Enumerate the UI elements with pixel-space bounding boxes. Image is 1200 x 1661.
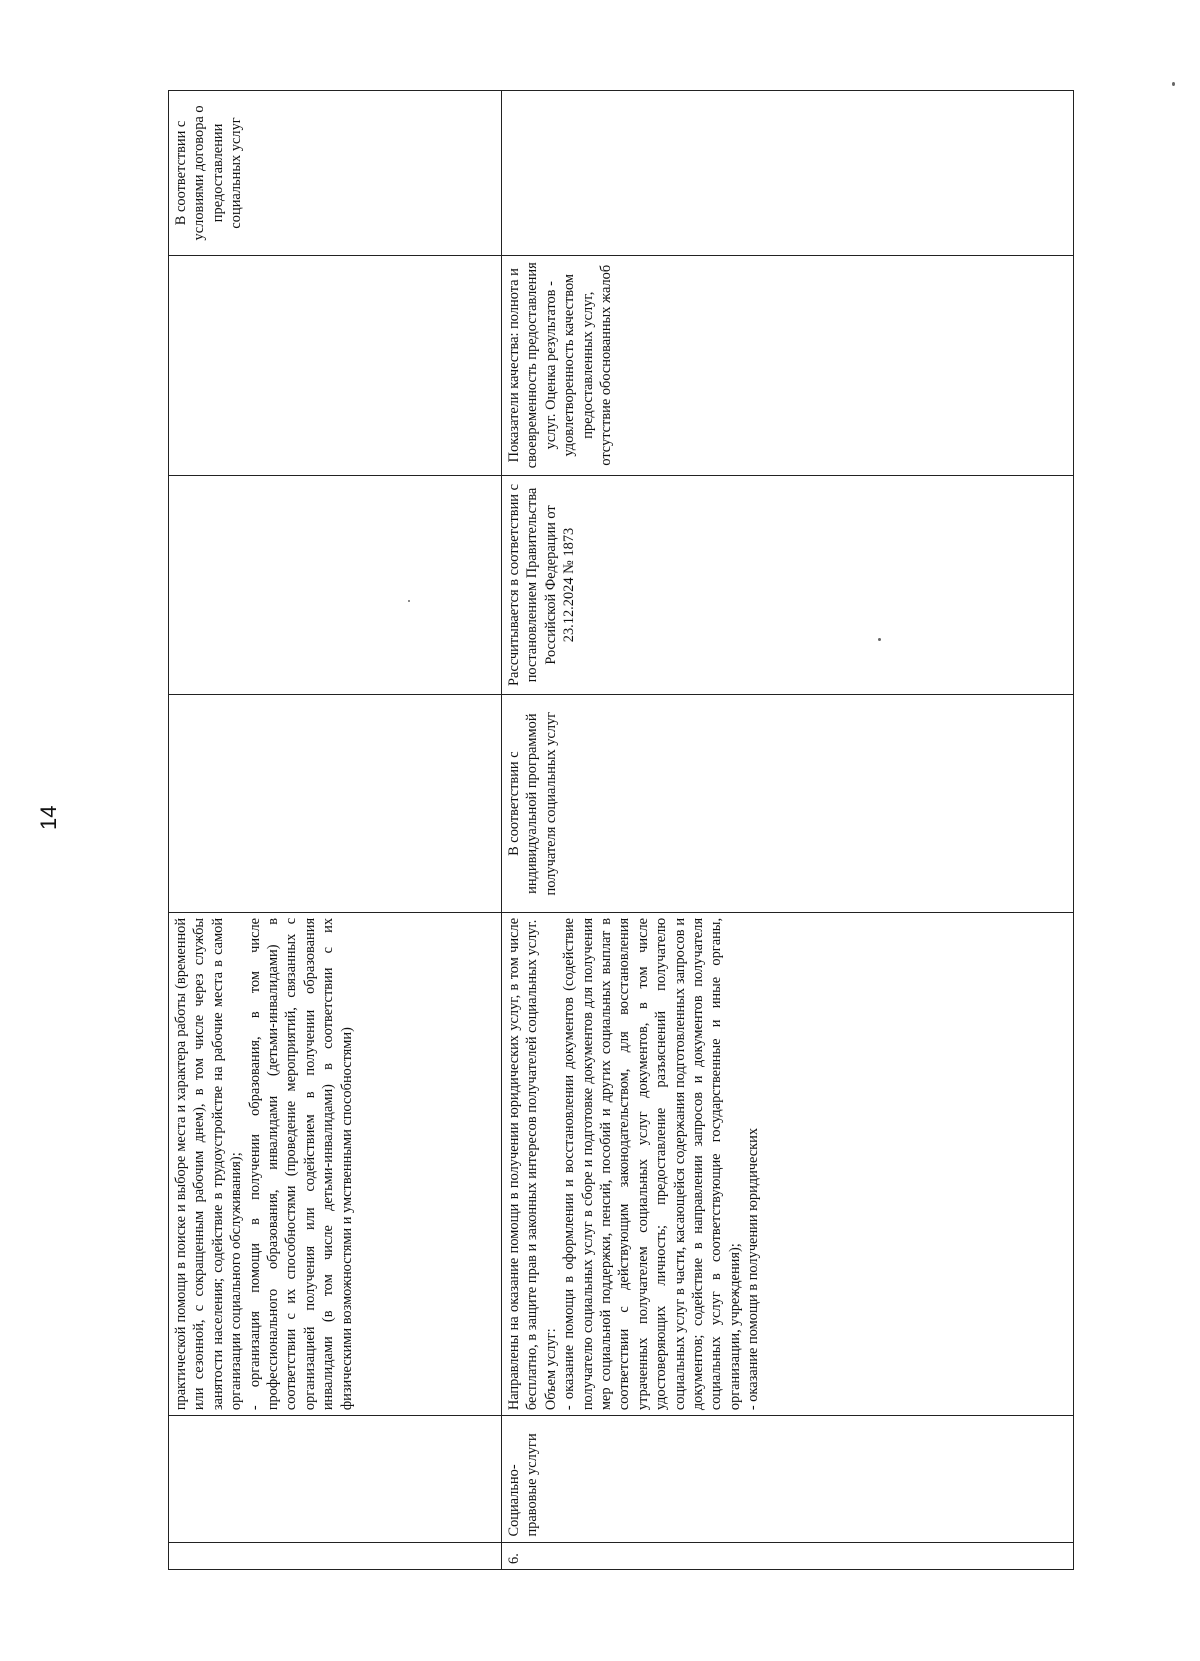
cell-volume: В соответствии с индивидуальной программой получателя социальных услуг (502, 695, 1074, 913)
cell-service-name (169, 1416, 502, 1542)
rotated-table-wrapper (168, 90, 1073, 1570)
cell-quality-indicators (169, 255, 502, 475)
scan-speck (878, 638, 881, 641)
cell-number (169, 1542, 502, 1569)
cell-quality-terms (502, 91, 1074, 256)
cell-description (169, 912, 502, 1415)
table-row (502, 91, 1074, 1570)
cell-description (502, 912, 1074, 1415)
cell-volume (169, 695, 502, 913)
description-line: Направлены на оказание помощи в получении юридических услуг, в том числе бесплатно, в защите прав и законных интересов получателей социальных услуг. (506, 917, 541, 1411)
scan-speck (1172, 82, 1175, 86)
cell-quality-terms: В соответствии с условиями договора о предоставлении социальных услуг (169, 91, 502, 256)
description-line: практической помощи в поиске и выборе места и характера работы (временной или сезонной, с сокращенным рабочим днем), в том числе через службы занятости населения; содействие в трудоустройстве на рабочие места в самой организации социального обслуживания); (173, 917, 245, 1411)
description-line: - организация помощи в получении образования, в том числе профессионального образования, инвалидами (детьми-инвалидами) в соответствии с их способностями (проведение мероприятий, связанных с организацией получения или содействием в получении образования инвалидами (в том числе детьми-инвалидами) в соответствии с их физическими возможностями и умственными способностями) (246, 917, 355, 1411)
scan-speck (408, 600, 410, 602)
cell-tariff (169, 475, 502, 695)
cell-number: 6. (502, 1542, 1074, 1569)
cell-quality-indicators: Показатели качества: полнота и своевременность предоставления услуг. Оценка результатов - удовлетворенность качеством предоставленных услуг, отсутствие обоснованных жалоб (502, 255, 1074, 475)
cell-service-name: Социально-правовые услуги (502, 1416, 1074, 1542)
description-line: Объем услуг: (542, 1328, 559, 1411)
cell-tariff: Рассчитывается в соответствии с постановлением Правительства Российской Федерации от 23.12.2024 № 1873 (502, 475, 1074, 695)
page-number: 14 (36, 805, 61, 830)
description-line: - оказание помощи в получении юридических (745, 1127, 762, 1411)
services-table (168, 90, 1074, 1570)
description-line: - оказание помощи в оформлении и восстановлении документов (содействие получателю социальных услуг в сборе и подготовке документов для получения мер социальной поддержки, пенсий, пособий и других социальных выплат в соответствии с действующим законодательством, для восстановления утраченных получателем социальных услуг документов, в том числе удостоверяющих личность; предоставление разъяснений получателю социальных услуг в части, касающейся содержания подготовленных запросов и документов; содействие в направлении запросов и документов получателя социальных услуг в соответствующие государственные и иные органы, организации, учреждения); (561, 917, 743, 1411)
table-row (169, 91, 502, 1570)
